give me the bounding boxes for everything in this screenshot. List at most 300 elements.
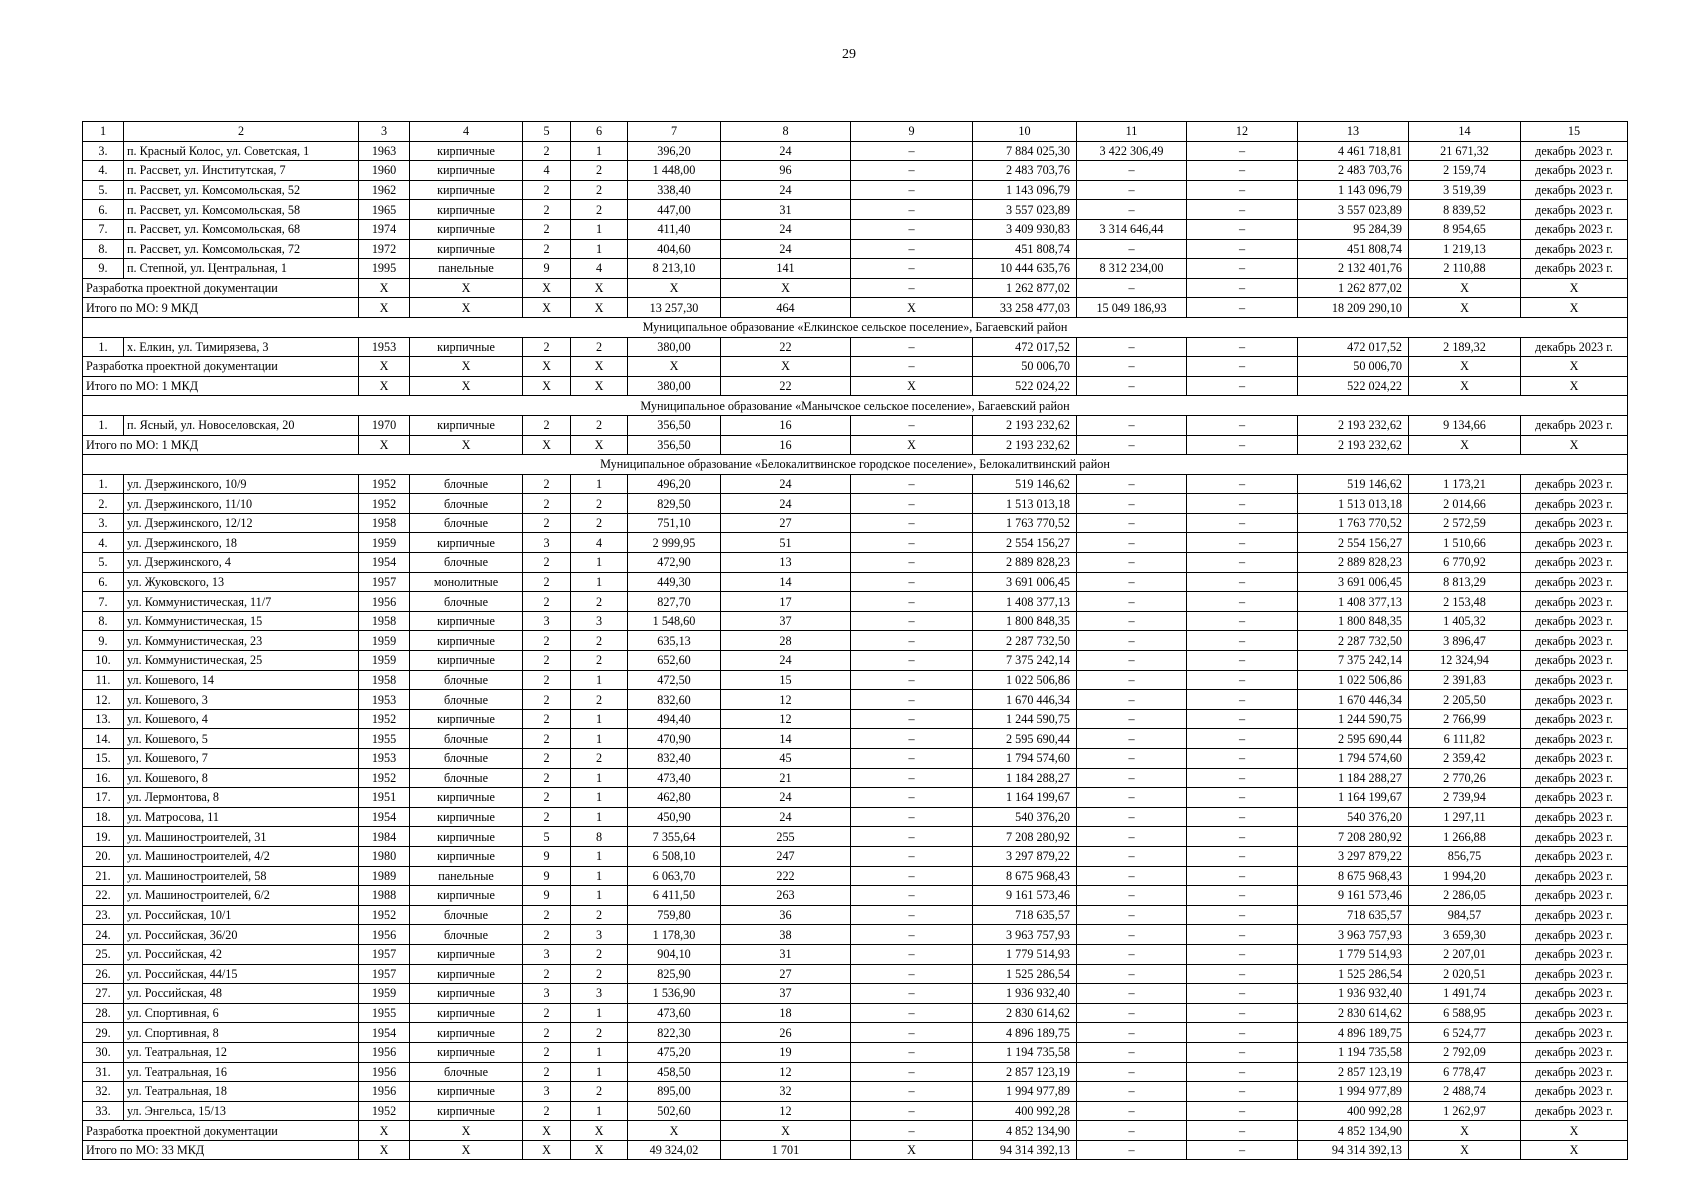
table-cell: монолитные (410, 572, 523, 592)
table-cell: X (359, 435, 410, 455)
table-cell: 2 (523, 1101, 571, 1121)
table-cell: декабрь 2023 г. (1521, 709, 1628, 729)
table-row (83, 513, 1628, 533)
table-cell: – (1077, 709, 1187, 729)
table-cell: – (1187, 768, 1298, 788)
table-cell: 14. (83, 729, 124, 749)
table-cell: – (1187, 259, 1298, 279)
table-cell: кирпичные (410, 611, 523, 631)
table-cell: – (851, 768, 973, 788)
table-cell: 22 (721, 376, 851, 396)
table-cell: 24 (721, 141, 851, 161)
table-cell: декабрь 2023 г. (1521, 886, 1628, 906)
table-cell: кирпичные (410, 807, 523, 827)
table-cell: 2 488,74 (1409, 1082, 1521, 1102)
table-cell: 4 (571, 533, 628, 553)
table-cell: 51 (721, 533, 851, 553)
table-cell: 1965 (359, 200, 410, 220)
table-row (83, 925, 1628, 945)
table-cell: – (1187, 925, 1298, 945)
table-cell: блочные (410, 925, 523, 945)
table-cell: – (1077, 592, 1187, 612)
table-cell: – (1187, 886, 1298, 906)
table-cell: 38 (721, 925, 851, 945)
table-cell: X (1409, 376, 1521, 396)
table-cell: 1974 (359, 219, 410, 239)
table-cell: – (1187, 435, 1298, 455)
table-cell: 24 (721, 807, 851, 827)
table-cell: 449,30 (628, 572, 721, 592)
table-cell: 519 146,62 (973, 474, 1077, 494)
table-cell: 26. (83, 964, 124, 984)
table-cell: – (1077, 1121, 1187, 1141)
table-cell: 1 (571, 846, 628, 866)
table-row (83, 1003, 1628, 1023)
table-cell: 18 (721, 1003, 851, 1023)
table-row (83, 964, 1628, 984)
table-cell: 1 763 770,52 (973, 513, 1077, 533)
table-cell: – (1187, 337, 1298, 357)
table-cell: 3 297 879,22 (973, 846, 1077, 866)
table-cell: декабрь 2023 г. (1521, 807, 1628, 827)
table-cell: – (1187, 513, 1298, 533)
table-cell: X (721, 1121, 851, 1141)
table-cell: X (1521, 376, 1628, 396)
table-cell: ул. Машиностроителей, 58 (124, 866, 359, 886)
table-cell: 27 (721, 513, 851, 533)
table-row (83, 572, 1628, 592)
table-cell: 2 (571, 631, 628, 651)
table-cell: 1954 (359, 807, 410, 827)
table-cell: – (851, 925, 973, 945)
table-cell: 1959 (359, 984, 410, 1004)
table-row (83, 337, 1628, 357)
table-cell: 3 (523, 611, 571, 631)
table-cell: 2 (571, 944, 628, 964)
table-cell: – (851, 807, 973, 827)
table-cell: – (1077, 200, 1187, 220)
table-cell: ул. Дзержинского, 10/9 (124, 474, 359, 494)
table-cell: – (1077, 984, 1187, 1004)
table-cell: 22. (83, 886, 124, 906)
table-cell: 1 (571, 474, 628, 494)
table-cell: 1 (571, 788, 628, 808)
table-cell: X (523, 435, 571, 455)
table-cell: 4 896 189,75 (1298, 1023, 1409, 1043)
table-cell: кирпичные (410, 180, 523, 200)
table-row (83, 494, 1628, 514)
table-cell: 1988 (359, 886, 410, 906)
table-cell: X (571, 1140, 628, 1160)
table-cell: X (1409, 435, 1521, 455)
table-cell: X (571, 435, 628, 455)
table-cell: 2 159,74 (1409, 161, 1521, 181)
table-cell: 356,50 (628, 435, 721, 455)
table-cell: ул. Российская, 10/1 (124, 905, 359, 925)
table-cell: 24 (721, 494, 851, 514)
table-cell: 20. (83, 846, 124, 866)
table-cell: 2 (523, 200, 571, 220)
table-cell: 2 391,83 (1409, 670, 1521, 690)
table-cell: кирпичные (410, 141, 523, 161)
table-cell: ул. Дзержинского, 18 (124, 533, 359, 553)
table-cell: кирпичные (410, 651, 523, 671)
table-cell: X (359, 278, 410, 298)
table-cell: 247 (721, 846, 851, 866)
table-row (83, 749, 1628, 769)
table-cell: 2 572,59 (1409, 513, 1521, 533)
table-cell: 6 588,95 (1409, 1003, 1521, 1023)
table-cell: X (571, 298, 628, 318)
table-cell: – (1187, 788, 1298, 808)
table-cell: – (851, 984, 973, 1004)
table-cell: 12 (721, 690, 851, 710)
table-cell: 380,00 (628, 337, 721, 357)
table-cell: 4 852 134,90 (1298, 1121, 1409, 1141)
table-cell: 475,20 (628, 1042, 721, 1062)
table-cell: 1 525 286,54 (1298, 964, 1409, 984)
table-cell: 13 (1298, 122, 1409, 142)
table-cell: – (1187, 592, 1298, 612)
table-cell: X (359, 298, 410, 318)
table-cell: – (1187, 141, 1298, 161)
table-cell: декабрь 2023 г. (1521, 905, 1628, 925)
table-cell: ул. Коммунистическая, 23 (124, 631, 359, 651)
table-cell: кирпичные (410, 1023, 523, 1043)
table-cell: 470,90 (628, 729, 721, 749)
table-cell: ул. Дзержинского, 4 (124, 553, 359, 573)
table-cell: – (851, 219, 973, 239)
table-cell: декабрь 2023 г. (1521, 749, 1628, 769)
table-cell: п. Рассвет, ул. Институтская, 7 (124, 161, 359, 181)
table-cell: ул. Кошевого, 14 (124, 670, 359, 690)
table-cell: блочные (410, 690, 523, 710)
summary-row (83, 435, 1628, 455)
table-cell: п. Рассвет, ул. Комсомольская, 68 (124, 219, 359, 239)
table-cell: 2 193 232,62 (1298, 435, 1409, 455)
table-cell: – (1187, 219, 1298, 239)
table-row (83, 768, 1628, 788)
table-cell: 2 (523, 964, 571, 984)
table-cell: – (851, 788, 973, 808)
table-cell: 2 020,51 (1409, 964, 1521, 984)
table-cell: 2 830 614,62 (1298, 1003, 1409, 1023)
table-cell: ул. Кошевого, 8 (124, 768, 359, 788)
table-cell: 3 (571, 984, 628, 1004)
table-cell: кирпичные (410, 984, 523, 1004)
table-cell: 380,00 (628, 376, 721, 396)
table-cell: 1 408 377,13 (973, 592, 1077, 612)
table-cell: ул. Жуковского, 13 (124, 572, 359, 592)
table-cell: кирпичные (410, 1042, 523, 1062)
table-cell: 1 405,32 (1409, 611, 1521, 631)
table-cell: – (1077, 357, 1187, 377)
table-cell: 1 (571, 866, 628, 886)
table-cell: X (523, 298, 571, 318)
table-cell: 8 813,29 (1409, 572, 1521, 592)
table-cell: декабрь 2023 г. (1521, 141, 1628, 161)
table-cell: 1957 (359, 572, 410, 592)
table-cell: 1 (571, 572, 628, 592)
table-cell: блочные (410, 905, 523, 925)
page-number: 29 (842, 47, 856, 62)
table-cell: 19. (83, 827, 124, 847)
table-cell: ул. Коммунистическая, 25 (124, 651, 359, 671)
table-cell: 3 691 006,45 (1298, 572, 1409, 592)
table-cell: 1 (571, 1003, 628, 1023)
table-cell: 2 (523, 572, 571, 592)
table-cell: 24 (721, 219, 851, 239)
table-cell: – (1187, 905, 1298, 925)
table-cell: п. Ясный, ул. Новоселовская, 20 (124, 415, 359, 435)
table-cell: 37 (721, 611, 851, 631)
table-cell: X (1521, 1140, 1628, 1160)
table-cell: 2 287 732,50 (973, 631, 1077, 651)
table-cell: 11 (1077, 122, 1187, 142)
table-cell: 1954 (359, 1023, 410, 1043)
table-cell: 2 (571, 1082, 628, 1102)
table-cell: 2 193 232,62 (973, 415, 1077, 435)
table-cell: – (1187, 1082, 1298, 1102)
table-cell: X (571, 1121, 628, 1141)
table-body (83, 122, 1628, 1160)
table-cell: – (1077, 513, 1187, 533)
table-cell: 856,75 (1409, 846, 1521, 866)
table-cell: 3 963 757,93 (1298, 925, 1409, 945)
table-cell: 1989 (359, 866, 410, 886)
table-cell: блочные (410, 749, 523, 769)
table-cell: 635,13 (628, 631, 721, 651)
table-cell: – (851, 474, 973, 494)
table-cell: 895,00 (628, 1082, 721, 1102)
table-cell: ул. Коммунистическая, 15 (124, 611, 359, 631)
table-cell: – (1187, 827, 1298, 847)
table-cell: – (1187, 415, 1298, 435)
table-cell: 2 (523, 219, 571, 239)
table-cell: 4 (523, 161, 571, 181)
table-row (83, 219, 1628, 239)
table-cell: Разработка проектной документации (83, 357, 359, 377)
table-cell: 13 (721, 553, 851, 573)
table-cell: – (851, 337, 973, 357)
table-cell: декабрь 2023 г. (1521, 553, 1628, 573)
table-cell: 2 132 401,76 (1298, 259, 1409, 279)
table-cell: 1 244 590,75 (973, 709, 1077, 729)
table-cell: X (410, 1140, 523, 1160)
table-row (83, 651, 1628, 671)
table-cell: 1 (571, 768, 628, 788)
table-row (83, 259, 1628, 279)
table-cell: X (571, 357, 628, 377)
table-cell: 12. (83, 690, 124, 710)
table-cell: – (1187, 357, 1298, 377)
table-cell: X (359, 1140, 410, 1160)
table-cell: 3 (571, 611, 628, 631)
table-cell: 2 359,42 (1409, 749, 1521, 769)
table-cell: 6 778,47 (1409, 1062, 1521, 1082)
section-header-row (83, 396, 1628, 416)
table-cell: 2 766,99 (1409, 709, 1521, 729)
table-cell: 2 (523, 494, 571, 514)
table-cell: 1958 (359, 670, 410, 690)
table-cell: 1955 (359, 1003, 410, 1023)
table-cell: Итого по МО: 33 МКД (83, 1140, 359, 1160)
table-cell: кирпичные (410, 964, 523, 984)
table-cell: X (1409, 298, 1521, 318)
table-cell: кирпичные (410, 533, 523, 553)
table-cell: 7 208 280,92 (973, 827, 1077, 847)
table-cell: 1 (571, 219, 628, 239)
table-row (83, 611, 1628, 631)
table-cell: 2 483 703,76 (1298, 161, 1409, 181)
table-cell: 540 376,20 (973, 807, 1077, 827)
table-cell: 2 (523, 180, 571, 200)
table-cell: 1 779 514,93 (973, 944, 1077, 964)
table-cell: – (1187, 866, 1298, 886)
table-cell: 1 194 735,58 (1298, 1042, 1409, 1062)
table-cell: 2 483 703,76 (973, 161, 1077, 181)
table-cell: 10. (83, 651, 124, 671)
table-cell: – (851, 592, 973, 612)
table-cell: 1 143 096,79 (973, 180, 1077, 200)
table-cell: 4 461 718,81 (1298, 141, 1409, 161)
table-cell: декабрь 2023 г. (1521, 1003, 1628, 1023)
table-cell: 825,90 (628, 964, 721, 984)
table-row (83, 1082, 1628, 1102)
table-cell: 1 (571, 1042, 628, 1062)
table-cell: – (851, 513, 973, 533)
table-cell: 4 896 189,75 (973, 1023, 1077, 1043)
table-cell: декабрь 2023 г. (1521, 846, 1628, 866)
table-cell: 718 635,57 (1298, 905, 1409, 925)
table-cell: декабрь 2023 г. (1521, 944, 1628, 964)
table-cell: блочные (410, 474, 523, 494)
table-cell: 1 (571, 553, 628, 573)
table-cell: 1 297,11 (1409, 807, 1521, 827)
table-cell: п. Рассвет, ул. Комсомольская, 52 (124, 180, 359, 200)
table-cell: 2 014,66 (1409, 494, 1521, 514)
table-cell: 718 635,57 (973, 905, 1077, 925)
table-cell: 2 110,88 (1409, 259, 1521, 279)
table-cell: – (851, 611, 973, 631)
table-cell: – (1187, 474, 1298, 494)
table-cell: X (1409, 278, 1521, 298)
table-cell: 28. (83, 1003, 124, 1023)
table-cell: 2 857 123,19 (1298, 1062, 1409, 1082)
table-cell: – (1187, 200, 1298, 220)
table-cell: 494,40 (628, 709, 721, 729)
table-cell: 9 161 573,46 (1298, 886, 1409, 906)
table-cell: – (851, 670, 973, 690)
table-cell: 1 262,97 (1409, 1101, 1521, 1121)
table-cell: ул. Кошевого, 3 (124, 690, 359, 710)
table-cell: 255 (721, 827, 851, 847)
table-cell: кирпичные (410, 200, 523, 220)
table-cell: 3 659,30 (1409, 925, 1521, 945)
table-cell: 3 896,47 (1409, 631, 1521, 651)
table-cell: 832,40 (628, 749, 721, 769)
table-cell: 8 954,65 (1409, 219, 1521, 239)
table-cell: 1 194 735,58 (973, 1042, 1077, 1062)
table-cell: 2 (523, 592, 571, 612)
table-cell: блочные (410, 494, 523, 514)
table-cell: 29. (83, 1023, 124, 1043)
table-cell: 1 184 288,27 (973, 768, 1077, 788)
table-cell: 10 444 635,76 (973, 259, 1077, 279)
table-cell: 8 839,52 (1409, 200, 1521, 220)
table-cell: ул. Спортивная, 6 (124, 1003, 359, 1023)
table-cell: 1 448,00 (628, 161, 721, 181)
table-cell: 263 (721, 886, 851, 906)
table-cell: 15 049 186,93 (1077, 298, 1187, 318)
table-cell: – (851, 357, 973, 377)
table-cell: 9 (851, 122, 973, 142)
table-cell: 2 (523, 749, 571, 769)
table-cell: – (1077, 1101, 1187, 1121)
table-cell: 45 (721, 749, 851, 769)
table-cell: 94 314 392,13 (973, 1140, 1077, 1160)
table-cell: 1 994 977,89 (1298, 1082, 1409, 1102)
table-cell: 1 (571, 670, 628, 690)
table-cell: – (1187, 651, 1298, 671)
table-cell: 1 178,30 (628, 925, 721, 945)
table-cell: X (851, 298, 973, 318)
table-cell: – (1077, 435, 1187, 455)
table-cell: декабрь 2023 г. (1521, 1042, 1628, 1062)
table-cell: 2 (523, 513, 571, 533)
table-cell: X (1521, 1121, 1628, 1141)
table-cell: 14 (721, 572, 851, 592)
table-cell: – (1077, 239, 1187, 259)
table-cell: Муниципальное образование «Белокалитвинское городское поселение», Белокалитвинский район (83, 455, 1628, 475)
table-cell: 8 (571, 827, 628, 847)
table-cell: 1955 (359, 729, 410, 749)
table-cell: – (1187, 611, 1298, 631)
table-cell: 9. (83, 259, 124, 279)
table-cell: 2 (571, 749, 628, 769)
table-cell: декабрь 2023 г. (1521, 670, 1628, 690)
table-cell: – (1187, 572, 1298, 592)
table-cell: 472,90 (628, 553, 721, 573)
summary-row (83, 376, 1628, 396)
table-cell: блочные (410, 592, 523, 612)
table-cell: 1 266,88 (1409, 827, 1521, 847)
table-row (83, 474, 1628, 494)
table-cell: 3 297 879,22 (1298, 846, 1409, 866)
table-cell: – (1187, 553, 1298, 573)
table-cell: ул. Российская, 48 (124, 984, 359, 1004)
table-cell: 404,60 (628, 239, 721, 259)
summary-row (83, 1121, 1628, 1141)
table-cell: – (1077, 553, 1187, 573)
table-cell: X (851, 1140, 973, 1160)
table-cell: 2 595 690,44 (1298, 729, 1409, 749)
table-cell: 2 (523, 239, 571, 259)
table-cell: декабрь 2023 г. (1521, 768, 1628, 788)
table-cell: X (523, 357, 571, 377)
table-cell: декабрь 2023 г. (1521, 925, 1628, 945)
table-row (83, 1062, 1628, 1082)
table-cell: 24 (721, 239, 851, 259)
table-cell: 496,20 (628, 474, 721, 494)
table-cell: 22 (721, 337, 851, 357)
table-cell: 1972 (359, 239, 410, 259)
table-cell: 464 (721, 298, 851, 318)
table-cell: ул. Российская, 42 (124, 944, 359, 964)
table-cell: – (851, 631, 973, 651)
table-cell: кирпичные (410, 161, 523, 181)
table-row (83, 984, 1628, 1004)
